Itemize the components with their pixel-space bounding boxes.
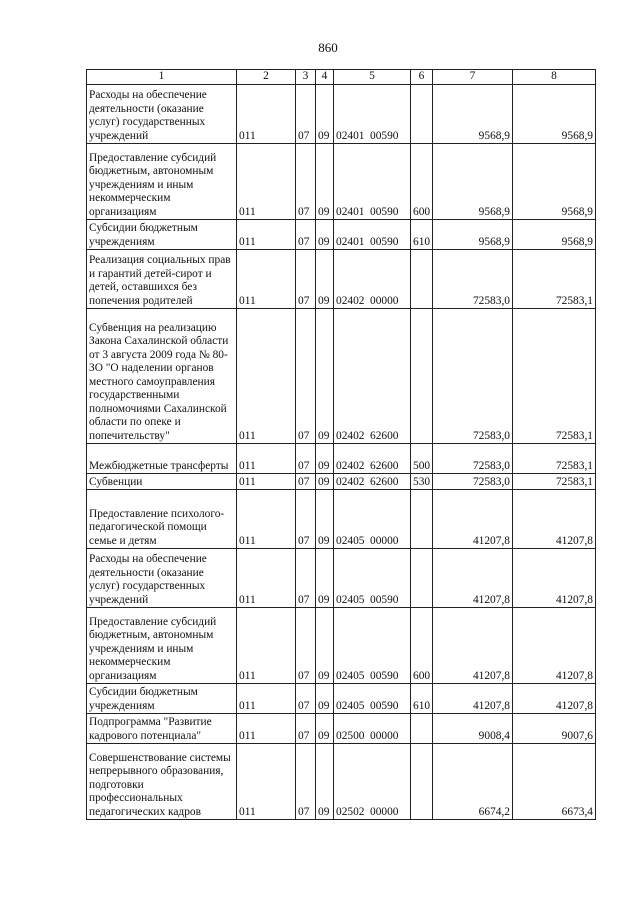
row-subsection-cell: 09 xyxy=(316,250,334,309)
target-program-code: 02405 xyxy=(336,699,365,712)
row-expense-type-cell: 610 xyxy=(411,220,433,250)
table-row xyxy=(87,608,596,684)
row-name-text: Реализация социальных прав и гарантий детей-сирот и детей, оставшихся без попечения родителей xyxy=(89,254,231,307)
row-section-cell: 07 xyxy=(296,309,316,444)
row-name-text: Совершенствование системы непрерывного образования, подготовки профессиональных педагогических кадров xyxy=(89,751,231,818)
row-amount-cell: 6674,2 xyxy=(433,744,513,820)
row-name-cell xyxy=(87,714,237,744)
target-program-code: 02502 xyxy=(336,805,365,818)
table-row xyxy=(87,220,596,250)
target-program-code: 02402 xyxy=(336,294,365,307)
row-name-text: Предоставление субсидий бюджетным, автономным учреждениям и иным некоммерческим организациям xyxy=(89,151,217,218)
row-name-text: Субвенции xyxy=(89,475,143,488)
row-section-cell: 07 xyxy=(296,444,316,474)
row-subsection-cell: 09 xyxy=(316,714,334,744)
target-direction-code: 00590 xyxy=(370,699,399,712)
row-name-cell xyxy=(87,549,237,608)
budget-table xyxy=(86,69,596,820)
row-expense-type-cell xyxy=(411,714,433,744)
column-header: 6 xyxy=(411,70,433,85)
row-subsection-cell: 09 xyxy=(316,144,334,220)
row-name-text: Расходы на обеспечение деятельности (оказание услуг) государственных учреждений xyxy=(89,89,207,142)
row-code-cell: 011 xyxy=(237,250,296,309)
row-amount-cell: 41207,8 xyxy=(513,549,596,608)
row-amount-cell: 9007,6 xyxy=(513,714,596,744)
row-expense-type-cell: 500 xyxy=(411,444,433,474)
row-expense-type-cell: 600 xyxy=(411,144,433,220)
row-name-text: Предоставление психолого-педагогической помощи семье и детям xyxy=(89,507,225,547)
row-code-cell: 011 xyxy=(237,309,296,444)
table-row xyxy=(87,85,596,144)
row-target-cell xyxy=(334,250,411,309)
row-target-cell xyxy=(334,608,411,684)
row-target-cell xyxy=(334,474,411,490)
row-name-cell xyxy=(87,250,237,309)
row-name-cell xyxy=(87,608,237,684)
target-program-code: 02405 xyxy=(336,534,365,547)
row-name-text: Предоставление субсидий бюджетным, автономным учреждениям и иным некоммерческим организациям xyxy=(89,615,217,682)
row-target-cell xyxy=(334,744,411,820)
row-code-cell: 011 xyxy=(237,444,296,474)
row-code-cell: 011 xyxy=(237,490,296,549)
row-amount-cell: 72583,0 xyxy=(433,250,513,309)
row-target-cell xyxy=(334,490,411,549)
target-direction-code: 00590 xyxy=(370,129,399,142)
row-name-cell xyxy=(87,220,237,250)
row-amount-cell: 41207,8 xyxy=(513,608,596,684)
row-subsection-cell: 09 xyxy=(316,309,334,444)
row-code-cell: 011 xyxy=(237,684,296,714)
row-code-cell: 011 xyxy=(237,85,296,144)
row-amount-cell: 9568,9 xyxy=(433,85,513,144)
row-code-cell: 011 xyxy=(237,220,296,250)
row-section-cell: 07 xyxy=(296,220,316,250)
row-target-cell xyxy=(334,684,411,714)
row-name-text: Субвенция на реализацию Закона Сахалинской области от 3 августа 2009 года № 80-ЗО "О наделении органов местного самоуправления государственными полномочиями Сахалинской области по опеке и попечительству" xyxy=(89,321,229,442)
table-row xyxy=(87,714,596,744)
row-amount-cell: 72583,1 xyxy=(513,444,596,474)
row-expense-type-cell xyxy=(411,85,433,144)
target-direction-code: 00000 xyxy=(370,805,399,818)
row-code-cell: 011 xyxy=(237,714,296,744)
target-direction-code: 00590 xyxy=(370,235,399,248)
row-code-cell: 011 xyxy=(237,474,296,490)
target-program-code: 02405 xyxy=(336,669,365,682)
row-name-text: Расходы на обеспечение деятельности (оказание услуг) государственных учреждений xyxy=(89,553,207,606)
row-expense-type-cell xyxy=(411,744,433,820)
target-program-code: 02401 xyxy=(336,235,365,248)
row-amount-cell: 72583,1 xyxy=(513,474,596,490)
row-code-cell: 011 xyxy=(237,608,296,684)
row-expense-type-cell xyxy=(411,309,433,444)
table-row xyxy=(87,250,596,309)
row-amount-cell: 9568,9 xyxy=(513,144,596,220)
row-subsection-cell: 09 xyxy=(316,85,334,144)
row-target-cell xyxy=(334,549,411,608)
row-amount-cell: 41207,8 xyxy=(513,684,596,714)
row-expense-type-cell: 530 xyxy=(411,474,433,490)
row-section-cell: 07 xyxy=(296,608,316,684)
row-code-cell: 011 xyxy=(237,144,296,220)
row-name-cell xyxy=(87,684,237,714)
column-header: 3 xyxy=(296,70,316,85)
row-amount-cell: 9568,9 xyxy=(513,85,596,144)
row-amount-cell: 72583,1 xyxy=(513,309,596,444)
row-amount-cell: 72583,0 xyxy=(433,309,513,444)
row-amount-cell: 9008,4 xyxy=(433,714,513,744)
table-row xyxy=(87,549,596,608)
row-name-cell xyxy=(87,309,237,444)
target-direction-code: 00590 xyxy=(370,205,399,218)
table-row xyxy=(87,309,596,444)
row-subsection-cell: 09 xyxy=(316,220,334,250)
row-target-cell xyxy=(334,714,411,744)
row-subsection-cell: 09 xyxy=(316,474,334,490)
target-direction-code: 00000 xyxy=(370,729,399,742)
row-expense-type-cell xyxy=(411,250,433,309)
target-direction-code: 00590 xyxy=(370,669,399,682)
row-subsection-cell: 09 xyxy=(316,684,334,714)
row-amount-cell: 9568,9 xyxy=(513,220,596,250)
column-header: 5 xyxy=(334,70,411,85)
target-direction-code: 00590 xyxy=(370,593,399,606)
row-subsection-cell: 09 xyxy=(316,549,334,608)
column-header: 1 xyxy=(87,70,237,85)
row-amount-cell: 6673,4 xyxy=(513,744,596,820)
row-name-text: Межбюджетные трансферты xyxy=(89,459,229,472)
row-expense-type-cell xyxy=(411,490,433,549)
column-header: 8 xyxy=(513,70,596,85)
row-amount-cell: 41207,8 xyxy=(433,490,513,549)
row-amount-cell: 9568,9 xyxy=(433,220,513,250)
row-expense-type-cell xyxy=(411,549,433,608)
row-subsection-cell: 09 xyxy=(316,490,334,549)
column-header: 4 xyxy=(316,70,334,85)
table-row xyxy=(87,474,596,490)
table-row xyxy=(87,444,596,474)
target-direction-code: 62600 xyxy=(370,429,399,442)
table-row xyxy=(87,684,596,714)
target-program-code: 02402 xyxy=(336,459,365,472)
row-section-cell: 07 xyxy=(296,85,316,144)
row-section-cell: 07 xyxy=(296,250,316,309)
row-section-cell: 07 xyxy=(296,714,316,744)
row-expense-type-cell: 600 xyxy=(411,608,433,684)
row-name-cell xyxy=(87,744,237,820)
row-code-cell: 011 xyxy=(237,744,296,820)
row-target-cell xyxy=(334,85,411,144)
target-program-code: 02500 xyxy=(336,729,365,742)
row-amount-cell: 72583,1 xyxy=(513,250,596,309)
column-header: 7 xyxy=(433,70,513,85)
row-name-text: Подпрограмма "Развитие кадрового потенциала" xyxy=(89,716,212,742)
table-row xyxy=(87,144,596,220)
target-direction-code: 00000 xyxy=(370,534,399,547)
target-direction-code: 62600 xyxy=(370,459,399,472)
row-amount-cell: 9568,9 xyxy=(433,144,513,220)
row-target-cell xyxy=(334,144,411,220)
row-name-cell xyxy=(87,144,237,220)
row-section-cell: 07 xyxy=(296,684,316,714)
row-section-cell: 07 xyxy=(296,490,316,549)
target-program-code: 02401 xyxy=(336,205,365,218)
table-row xyxy=(87,744,596,820)
row-amount-cell: 72583,0 xyxy=(433,474,513,490)
row-target-cell xyxy=(334,220,411,250)
row-subsection-cell: 09 xyxy=(316,608,334,684)
header-row xyxy=(87,70,596,85)
row-target-cell xyxy=(334,444,411,474)
target-program-code: 02405 xyxy=(336,593,365,606)
row-code-cell: 011 xyxy=(237,549,296,608)
row-section-cell: 07 xyxy=(296,144,316,220)
row-name-cell xyxy=(87,444,237,474)
row-subsection-cell: 09 xyxy=(316,744,334,820)
row-target-cell xyxy=(334,309,411,444)
target-program-code: 02401 xyxy=(336,129,365,142)
column-header: 2 xyxy=(237,70,296,85)
row-expense-type-cell: 610 xyxy=(411,684,433,714)
table-row xyxy=(87,490,596,549)
row-section-cell: 07 xyxy=(296,474,316,490)
row-section-cell: 07 xyxy=(296,549,316,608)
row-subsection-cell: 09 xyxy=(316,444,334,474)
row-name-cell xyxy=(87,474,237,490)
row-name-cell xyxy=(87,490,237,549)
row-name-text: Субсидии бюджетным учреждениям xyxy=(89,222,198,248)
row-name-cell xyxy=(87,85,237,144)
page-number: 860 xyxy=(318,40,338,55)
target-direction-code: 00000 xyxy=(370,294,399,307)
target-direction-code: 62600 xyxy=(370,475,399,488)
row-name-text: Субсидии бюджетным учреждениям xyxy=(89,686,198,712)
row-section-cell: 07 xyxy=(296,744,316,820)
row-amount-cell: 41207,8 xyxy=(433,684,513,714)
row-amount-cell: 72583,0 xyxy=(433,444,513,474)
row-amount-cell: 41207,8 xyxy=(433,608,513,684)
row-amount-cell: 41207,8 xyxy=(513,490,596,549)
row-amount-cell: 41207,8 xyxy=(433,549,513,608)
target-program-code: 02402 xyxy=(336,475,365,488)
target-program-code: 02402 xyxy=(336,429,365,442)
